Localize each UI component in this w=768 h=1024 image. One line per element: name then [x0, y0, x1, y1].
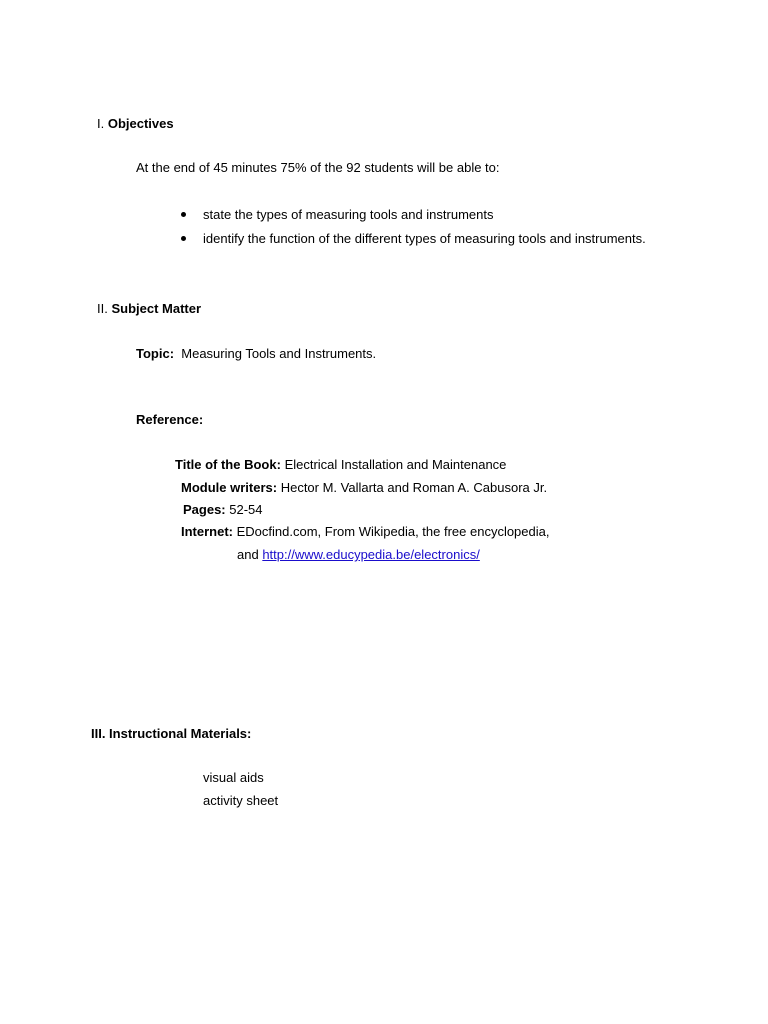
objectives-numeral: I.	[97, 116, 108, 131]
instructional-materials-heading: III. Instructional Materials:	[91, 726, 252, 741]
bullet-icon	[181, 212, 186, 217]
objectives-title: Objectives	[107, 116, 174, 131]
subject-matter-numeral: II.	[97, 301, 112, 316]
topic-label: Topic:	[136, 346, 175, 361]
book-title-value: Electrical Installation and Maintenance	[284, 457, 507, 472]
pages-line	[183, 502, 263, 518]
pages-value: 52-54	[229, 502, 263, 517]
objectives-heading	[97, 116, 174, 132]
subject-matter-heading	[97, 301, 201, 317]
module-writers-line	[181, 480, 547, 496]
book-title-line	[175, 457, 506, 473]
subject-matter-title: Subject Matter	[111, 301, 202, 316]
internet-link-line	[237, 547, 480, 563]
pages-label: Pages:	[183, 502, 226, 517]
material-item: visual aids	[203, 770, 264, 785]
bullet-icon	[181, 236, 186, 241]
topic-line	[136, 346, 376, 362]
objective-item: state the types of measuring tools and instruments	[203, 207, 494, 222]
module-writers-label: Module writers:	[181, 480, 278, 495]
reference-label: Reference:	[136, 412, 204, 427]
educypedia-link[interactable]: http://www.educypedia.be/electronics/	[262, 547, 480, 562]
module-writers-value: Hector M. Vallarta and Roman A. Cabusora Jr.	[280, 480, 548, 495]
objectives-intro: At the end of 45 minutes 75% of the 92 students will be able to:	[136, 160, 500, 175]
internet-label: Internet:	[181, 524, 233, 539]
objective-item: identify the function of the different types of measuring tools and instruments.	[203, 231, 646, 246]
material-item: activity sheet	[203, 793, 279, 808]
internet-value: EDocfind.com, From Wikipedia, the free encyclopedia,	[236, 524, 550, 539]
internet-and: and	[237, 547, 263, 562]
internet-line	[181, 524, 549, 540]
book-title-label: Title of the Book:	[175, 457, 281, 472]
topic-value: Measuring Tools and Instruments.	[181, 346, 377, 361]
